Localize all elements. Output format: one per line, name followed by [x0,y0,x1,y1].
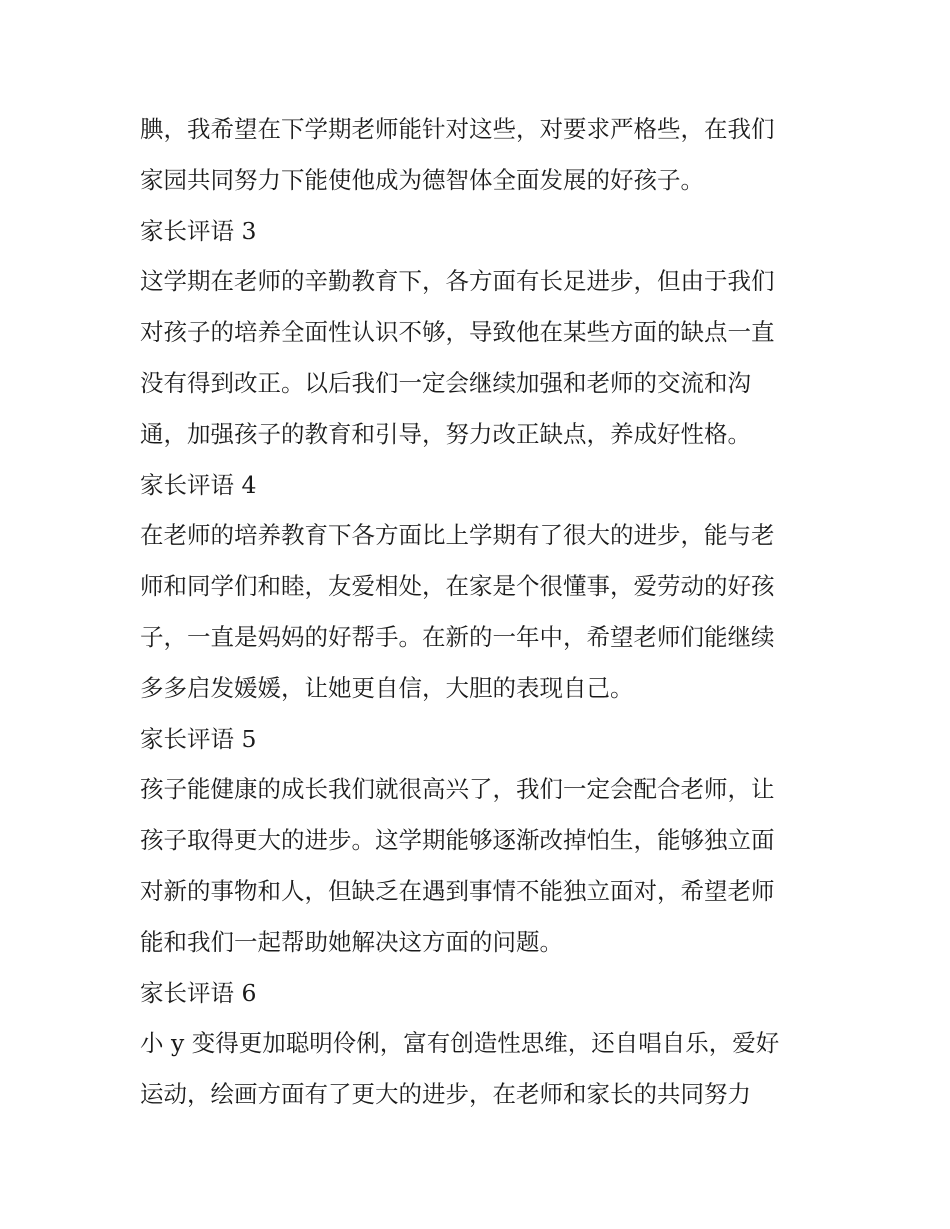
paragraph-line: 对新的事物和人，但缺乏在遇到事情不能独立面对，希望老师 [140,876,775,905]
paragraph-line: 腆，我希望在下学期老师能针对这些，对要求严格些，在我们 [140,115,775,143]
document-body [140,104,820,1120]
paragraph-line: 孩子能健康的成长我们就很高兴了，我们一定会配合老师，让 [140,775,775,804]
paragraph-line: 能和我们一起帮助她解决这方面的问题。 [140,927,563,956]
section-heading: 家长评语 5 [140,724,257,753]
paragraph-line: 在老师的培养教育下各方面比上学期有了很大的进步，能与老 [140,521,775,550]
section-heading: 家长评语 3 [140,216,257,245]
section-heading: 家长评语 4 [140,470,257,499]
paragraph-line: 家园共同努力下能使他成为德智体全面发展的好孩子。 [140,165,704,194]
paragraph-line: 孩子取得更大的进步。这学期能够逐渐改掉怕生，能够独立面 [140,826,775,855]
paragraph-line: 对孩子的培养全面性认识不够，导致他在某些方面的缺点一直 [140,318,775,347]
paragraph-line: 师和同学们和睦，友爱相处，在家是个很懂事，爱劳动的好孩 [140,572,775,601]
paragraph-line: 多多启发媛媛，让她更自信，大胆的表现自己。 [140,673,634,702]
paragraph-line: 没有得到改正。以后我们一定会继续加强和老师的交流和沟 [140,368,751,397]
paragraph-line: 通，加强孩子的教育和引导，努力改正缺点，养成好性格。 [140,419,751,448]
section-heading: 家长评语 6 [140,978,257,1007]
paragraph-line: 这学期在老师的辛勤教育下，各方面有长足进步，但由于我们 [140,267,775,296]
paragraph-line: 子，一直是妈妈的好帮手。在新的一年中，希望老师们能继续 [140,622,775,651]
paragraph-line: 小 y 变得更加聪明伶俐，富有创造性思维，还自唱自乐，爱好 [140,1029,780,1058]
paragraph-line: 运动，绘画方面有了更大的进步，在老师和家长的共同努力 [140,1080,751,1109]
